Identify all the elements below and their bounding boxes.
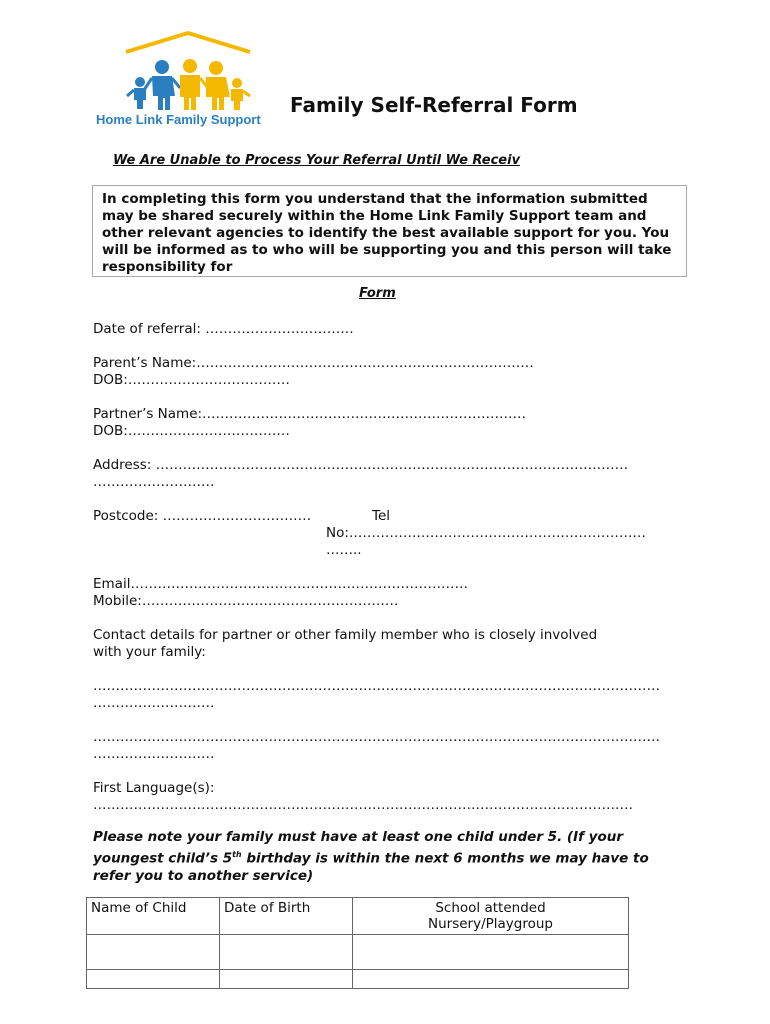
contact-details-label: Contact details for partner or other family member who is closely involved [93,627,598,643]
child-name-cell[interactable] [87,970,220,989]
child-dob-cell[interactable] [220,935,353,970]
children-table [86,897,629,989]
logo-text: Home Link Family Support [96,112,261,127]
child-name-cell[interactable] [87,935,220,970]
parent-name-field[interactable]: Parent’s Name:………………………………………………………………… [93,355,534,371]
home-link-logo [96,30,280,130]
contact-line-1[interactable]: ……………………………………………………………………………………………………………… [93,678,660,694]
table-row [87,935,629,970]
contact-line-1-continued[interactable]: ……………………… [93,695,215,711]
child-school-cell[interactable] [353,970,629,989]
table-row [87,970,629,989]
note-superscript: th [232,850,242,859]
processing-notice: We Are Unable to Process Your Referral Until We Receiv [113,153,521,168]
email-field[interactable]: Email………………………………………………………………… [93,576,468,592]
child-dob-cell[interactable] [220,970,353,989]
note-text: Please note your family must have at least one child under 5. (If your youngest child’s 5 [93,829,624,867]
note-text-continued: birthday is within the next 6 months we may have to refer you to another service) [93,850,649,884]
first-language-label: First Language(s): [93,780,215,796]
tel-label: Tel [372,508,391,524]
mobile-field[interactable]: Mobile:………………………………………………… [93,593,399,609]
date-of-referral-field[interactable]: Date of referral: …………………………… [93,321,354,337]
header-name-of-child: Name of Child [87,898,220,935]
header-date-of-birth: Date of Birth [220,898,353,935]
consent-text: In completing this form you understand that the information submitted may be shared securely within the Home Link Family Support team and other relevant agencies to identify the best available support for you. You will be informed as to who will be supporting you and this person will take responsibility for [102,191,672,275]
partner-dob-field[interactable]: DOB:……………………………… [93,423,290,439]
consent-box [92,185,687,277]
family-house-icon [96,30,280,112]
header-school-attended: School attended Nursery/Playgroup [353,898,629,935]
postcode-field[interactable]: Postcode: …………………………… [93,508,312,524]
tel-field[interactable]: No:………………………………………………………… [326,525,646,541]
contact-line-2[interactable]: ……………………………………………………………………………………………………………… [93,729,660,745]
first-language-field[interactable]: ………………………………………………………………………………………………………… [93,797,633,813]
address-field-continued[interactable]: ……………………… [93,474,215,490]
contact-details-label-continued: with your family: [93,644,206,660]
contact-line-2-continued[interactable]: ……………………… [93,746,215,762]
page-title: Family Self-Referral Form [290,93,578,117]
tel-field-continued[interactable]: …….. [326,542,362,558]
form-heading: Form [359,286,396,301]
parent-dob-field[interactable]: DOB:……………………………… [93,372,290,388]
address-field[interactable]: Address: …………………………………………………………………………………………… [93,457,629,473]
partner-name-field[interactable]: Partner’s Name:……………………………………………………………… [93,406,527,422]
child-school-cell[interactable] [353,935,629,970]
table-header-row [87,898,629,935]
eligibility-note [93,829,683,885]
